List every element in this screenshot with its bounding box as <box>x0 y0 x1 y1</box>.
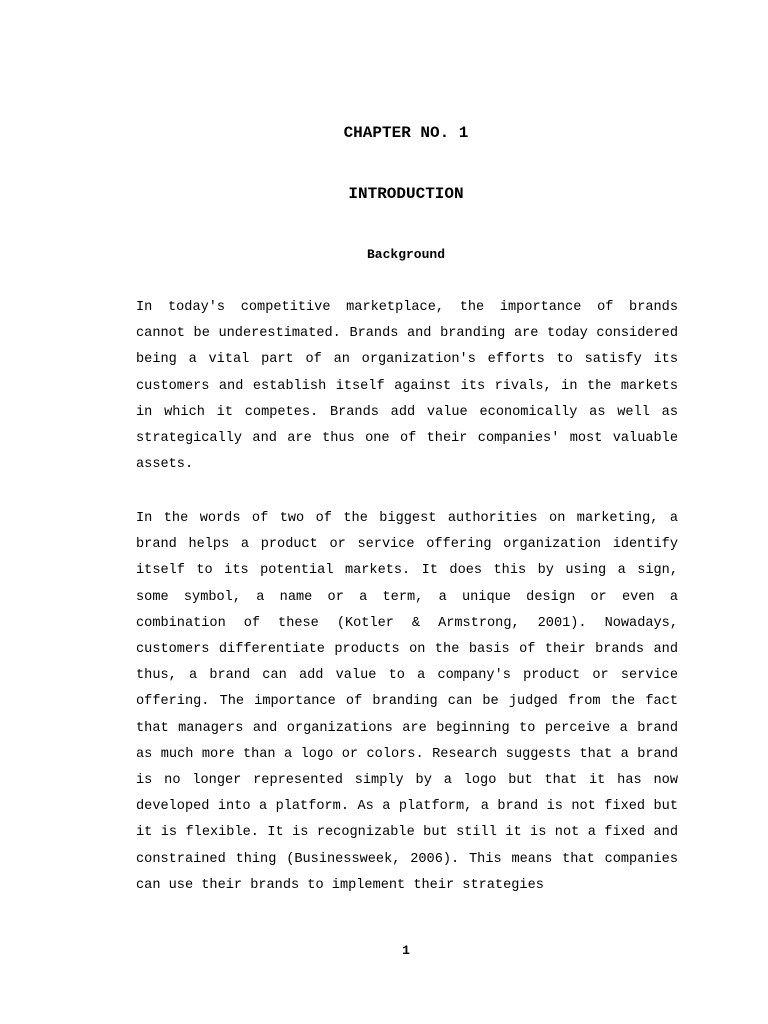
paragraph-1: In today's competitive marketplace, the importance of brands cannot be underestimated. Brands and branding are today considered being a vital part of an organization's efforts to satisfy its customers and establish itself against its rivals, in the markets in which it competes. Brands add value economically as well as strategically and are thus one of their companies' most valuable assets. <box>136 300 678 473</box>
paragraph-2: In the words of two of the biggest authorities on marketing, a brand helps a product or service offering organization identify itself to its potential markets. It does this by using a sign, some symbol, a name or a term, a unique design or even a combination of these (Kotler & Armstrong, 2001). Nowadays, customers differentiate products on the basis of their brands and thus, a brand can add value to a company's product or service offering. The importance of branding can be judged from the fact that managers and organizations are beginning to perceive a brand as much more than a logo or colors. Research suggests that a brand is no longer represented simply by a logo but that it has now developed into a platform. As a platform, a brand is not fixed but it is flexible. It is recognizable but still it is not a fixed and constrained thing (Businessweek, 2006). This means that companies can use their brands to implement their strategies <box>136 511 678 893</box>
chapter-title: CHAPTER NO. 1 <box>343 124 469 142</box>
subsection-heading: Background <box>366 247 445 262</box>
section-heading: INTRODUCTION <box>348 185 464 203</box>
page-number: 1 <box>402 943 410 958</box>
